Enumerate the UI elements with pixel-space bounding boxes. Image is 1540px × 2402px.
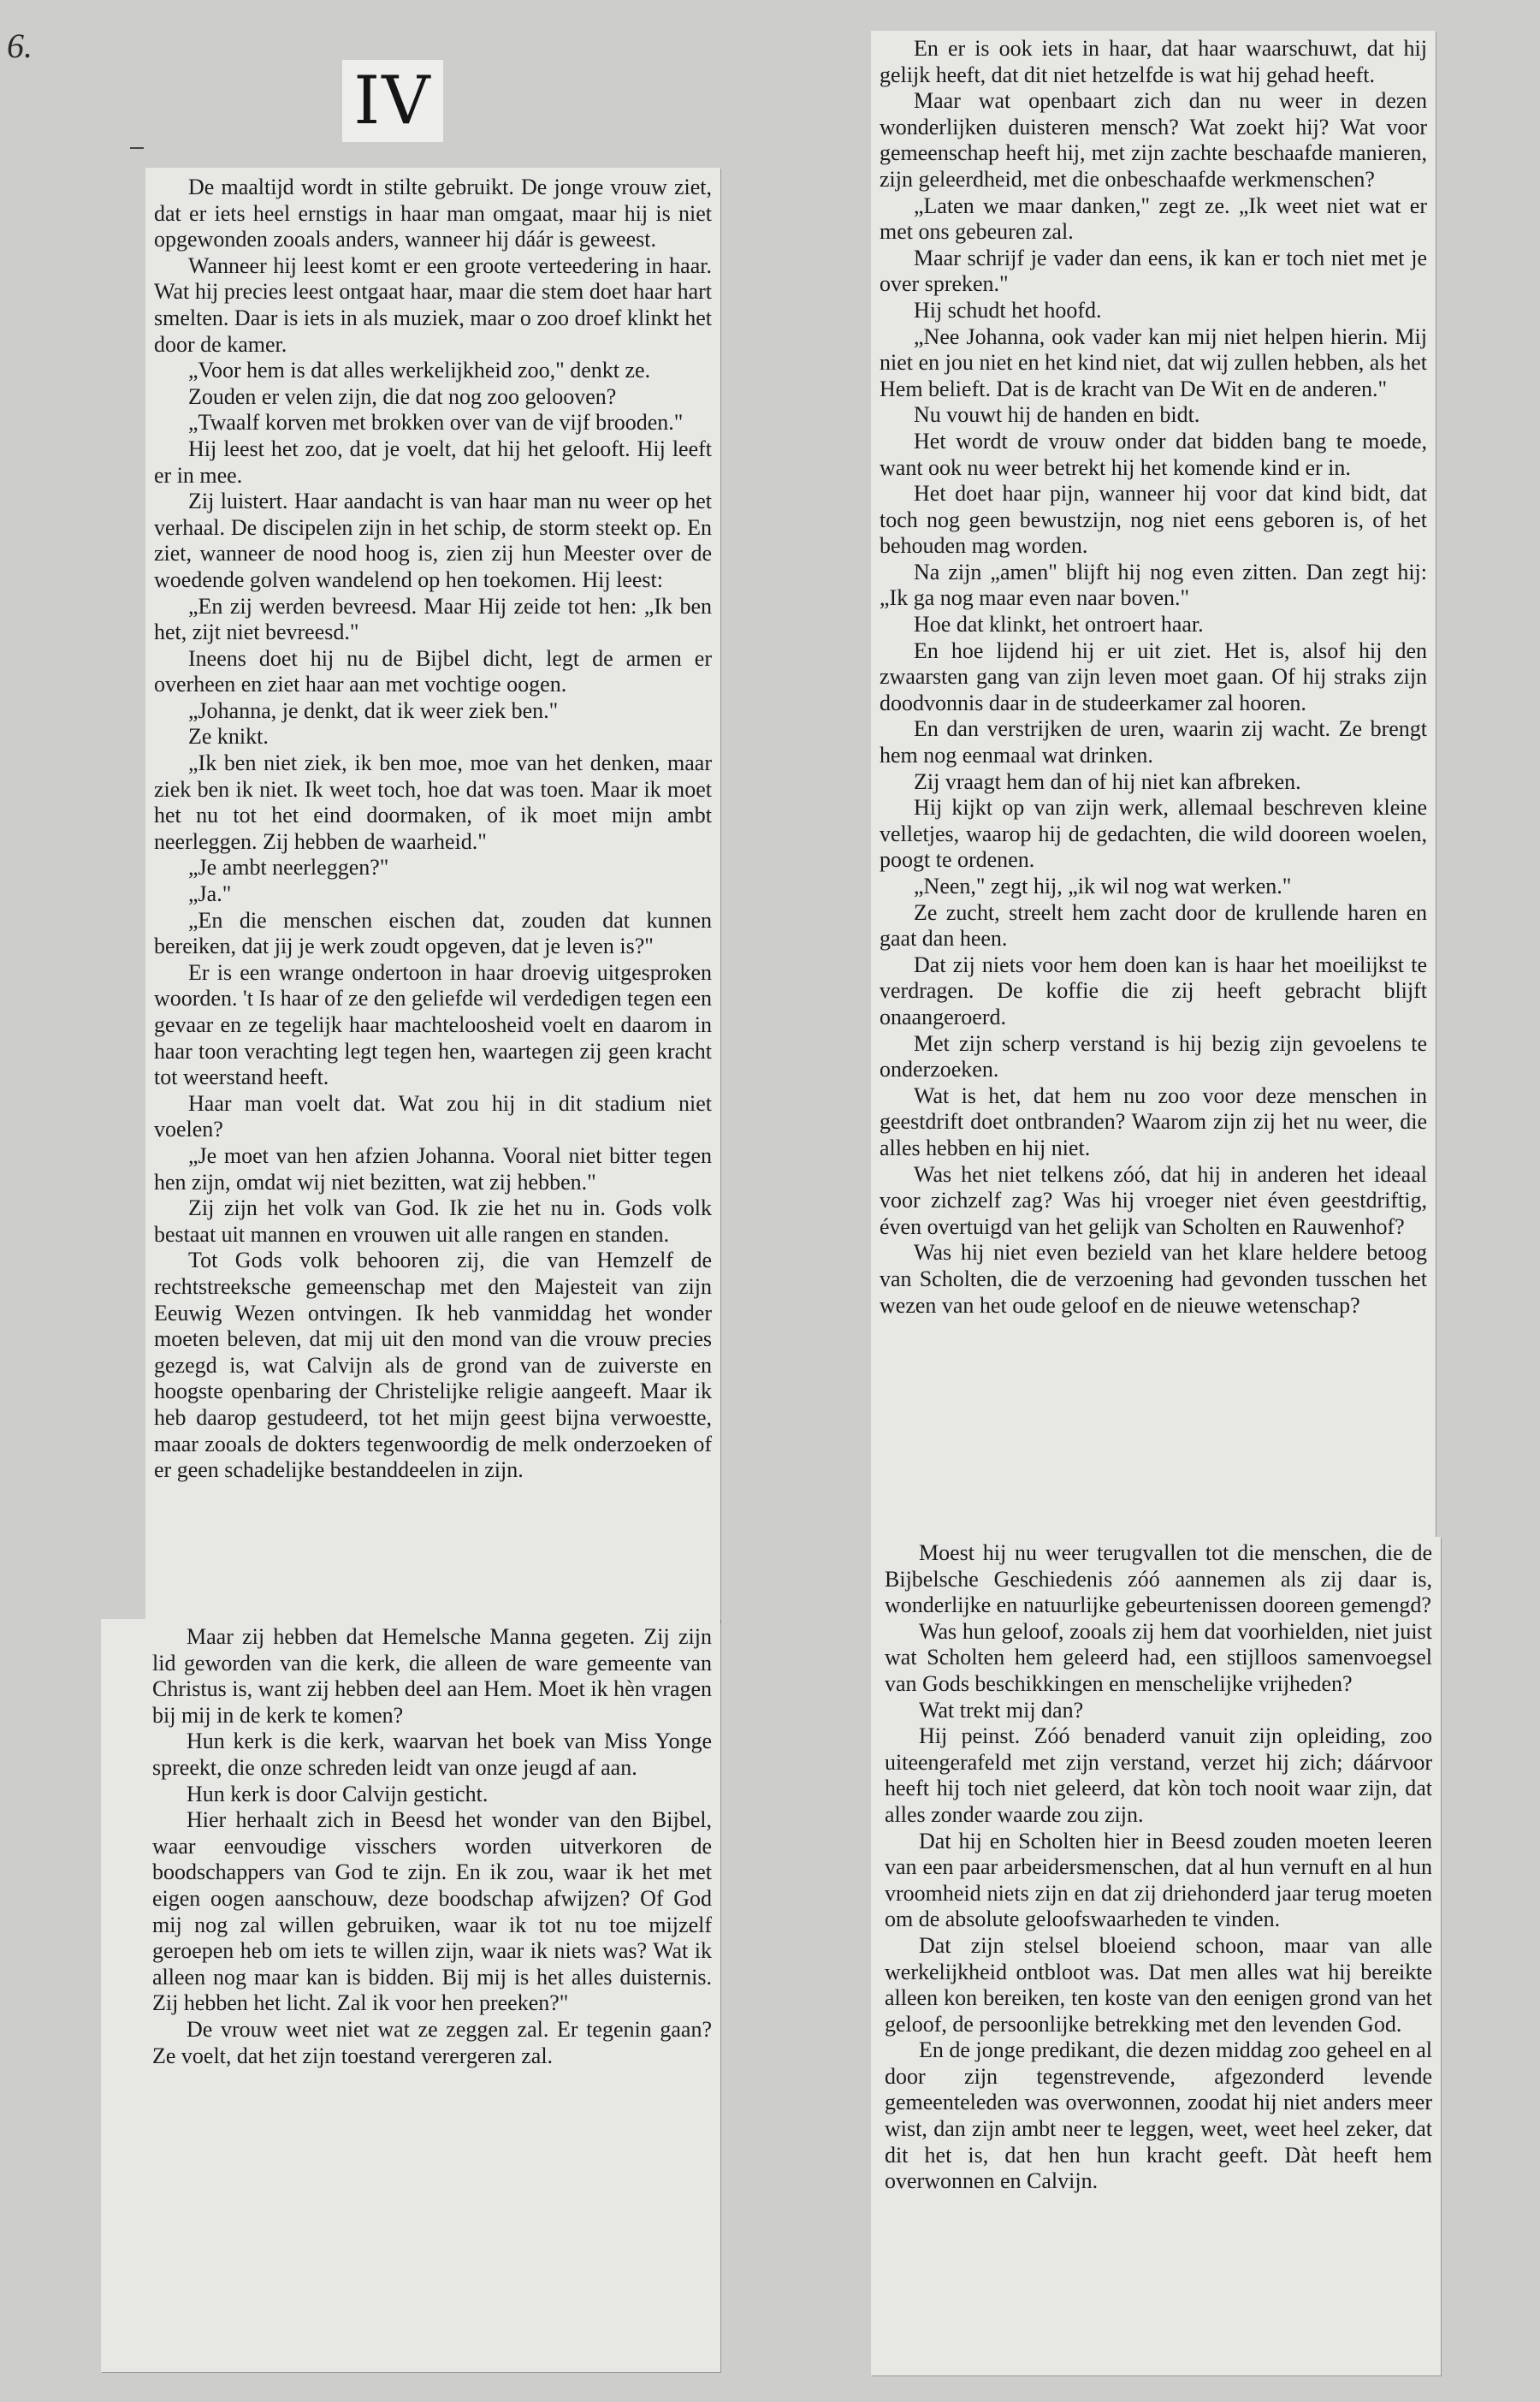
- paragraph: „En die menschen eischen dat, zouden dat kunnen bereiken, dat jij je werk zoudt opgeven, dat je leven is?": [154, 907, 712, 959]
- paragraph: Hun kerk is die kerk, waarvan het boek van Miss Yonge spreekt, die onze schreden leidt van onze jeugd af aan.: [152, 1729, 712, 1780]
- paragraph: Ineens doet hij nu de Bijbel dicht, legt de armen er overheen en ziet haar aan met vochtige oogen.: [154, 645, 712, 697]
- paragraph: Met zijn scherp verstand is hij bezig zijn gevoelens te onderzoeken.: [880, 1030, 1427, 1082]
- paragraph: Hier herhaalt zich in Beesd het wonder van den Bijbel, waar eenvoudige visschers worden uitverkoren de boodschappers van God te zijn. En ik zou, waar ik het met eigen oogen aanschouw, deze boodschap afwijzen? Of God mij nog zal willen gebruiken, waar ik tot nu toe mijzelf geroepen heb om iets te willen zijn, waar ik niets was? Wat ik alleen nog maar kan is bidden. Bij mij is het alles duisternis. Zij hebben het licht. Zal ik voor hen preeken?": [152, 1807, 712, 2016]
- paragraph: Ze zucht, streelt hem zacht door de krullende haren en gaat dan heen.: [880, 899, 1427, 952]
- paragraph: „Nee Johanna, ook vader kan mij niet helpen hierin. Mij niet en jou niet en het kind niet, dat wij zullen hebben, als het Hem belieft. Dat is de kracht van De Wit en de anderen.": [880, 323, 1427, 401]
- clipping-left-top: [145, 168, 720, 1622]
- paragraph: Wat is het, dat hem nu zoo voor deze menschen in geestdrift doet ontbranden? Waarom zijn zij het nu weer, die alles hebben en hij niet.: [880, 1082, 1427, 1160]
- paragraph: Was hij niet even bezield van het klare heldere betoog van Scholten, die de verzoening had gevonden tusschen het wezen van het oude geloof en de nieuwe wetenschap?: [880, 1240, 1427, 1318]
- paragraph: En dan verstrijken de uren, waarin zij wacht. Ze brengt hem nog eenmaal wat drinken.: [880, 716, 1427, 768]
- paragraph: Hun kerk is door Calvijn gesticht.: [187, 1781, 489, 1806]
- paragraph: „Ja.": [188, 881, 232, 907]
- chapter-heading: IV: [342, 60, 443, 142]
- paragraph: En de jonge predikant, die dezen middag zoo geheel en al door zijn tegenstrevende, afgezonderd levende gemeenteleden was overwonnen, zoodat hij niet anders meer wist, dan zijn ambt neer te leggen, weet, weet heel zeker, dat dit het is, dat hen hun kracht geeft. Dàt heeft hem overwonnen en Calvijn.: [885, 2037, 1432, 2194]
- paragraph: Er is een wrange ondertoon in haar droevig uitgesproken woorden. 't Is haar of ze den geliefde wil verdedigen tegen een gevaar en ze tegelijk haar machteloosheid voelt en daarom in haar toon verachting legt tegen hen, waartegen zij geen kracht tot weerstand heeft.: [154, 959, 712, 1090]
- paragraph: Zij zijn het volk van God. Ik zie het nu in. Gods volk bestaat uit mannen en vrouwen uit alle rangen en standen.: [154, 1195, 712, 1247]
- page-number: 6.: [7, 27, 33, 65]
- paragraph: „Je moet van hen afzien Johanna. Vooral niet bitter tegen hen zijn, omdat wij niet bezitten, wat zij hebben.": [154, 1142, 712, 1195]
- paragraph: De maaltijd wordt in stilte gebruikt. De jonge vrouw ziet, dat er iets heel ernstigs in haar man omgaat, maar hij is niet opgewonden zooals anders, wanneer hij dáár is geweest.: [154, 175, 712, 252]
- pencil-mark: [130, 147, 144, 149]
- paragraph: Wat trekt mij dan?: [919, 1697, 1084, 1723]
- paragraph: Was het niet telkens zóó, dat hij in anderen het ideaal voor zichzelf zag? Was hij vroeger niet éven geestdriftig, éven overtuigd van het gelijk van Scholten en Rauwenhof?: [880, 1161, 1427, 1239]
- paragraph: De vrouw weet niet wat ze zeggen zal. Er tegenin gaan? Ze voelt, dat het zijn toestand verergeren zal.: [152, 2016, 712, 2068]
- paragraph: Ze knikt.: [188, 724, 269, 750]
- paragraph: „Voor hem is dat alles werkelijkheid zoo," denkt ze.: [188, 358, 651, 383]
- paragraph: Hij leest het zoo, dat je voelt, dat hij het gelooft. Hij leeft er in mee.: [154, 436, 712, 488]
- paragraph: Maar wat openbaart zich dan nu weer in dezen wonderlijken duisteren mensch? Wat zoekt hij? Wat voor gemeenschap heeft hij, met zijn zachte beschaafde manieren, zijn geleerdheid, met die onbeschaafde werkmenschen?: [880, 88, 1427, 192]
- paragraph: En er is ook iets in haar, dat haar waarschuwt, dat hij gelijk heeft, dat dit niet hetzelfde is wat hij gehad heeft.: [880, 36, 1427, 87]
- paragraph: Tot Gods volk behooren zij, die van Hemzelf de rechtstreeksche gemeenschap met den Majesteit van zijn Eeuwig Wezen ontvingen. Ik heb vanmiddag het wonder moeten beleven, dat mij uit den mond van die vrouw precies gezegd is, wat Calvijn als de grond van de zuiverste en hoogste openbaring der Christelijke religie aangeeft. Maar ik heb daarop gestudeerd, tot het mijn geest bijna verwoestte, maar zooals de dokters tegenwoordig de melk onderzoeken of er geen schadelijke bestanddeelen in zijn.: [154, 1248, 712, 1483]
- paragraph: Na zijn „amen" blijft hij nog even zitten. Dan zegt hij: „Ik ga nog maar even naar boven.": [880, 559, 1427, 611]
- paragraph: „Je ambt neerleggen?": [188, 855, 389, 881]
- paragraph: En hoe lijdend hij er uit ziet. Het is, alsof hij den zwaarsten gang van zijn leven moet gaan. Of hij straks zijn doodvonnis daar in de studeerkamer zal hooren.: [880, 638, 1427, 715]
- paragraph: Zij luistert. Haar aandacht is van haar man nu weer op het verhaal. De discipelen zijn in het schip, de storm steekt op. En ziet, wanneer de nood hoog is, zien zij hun Meester over de woedende golven wandelend op hen toekomen. Hij leest:: [154, 489, 712, 592]
- paragraph: Hij peinst. Zóó benaderd vanuit zijn opleiding, zoo uiteengerafeld met zijn verstand, verzet hij zich; dáárvoor heeft hij toch niet geleerd, dat kòn toch nooit waar zijn, dat alles zonder waarde zou zijn.: [885, 1723, 1432, 1827]
- paragraph: Zouden er velen zijn, die dat nog zoo gelooven?: [188, 383, 617, 409]
- paragraph: Dat zijn stelsel bloeiend schoon, maar van alle werkelijkheid ontbloot was. Dat men alles wat hij bereikte alleen kon bereiken, ten koste van den eenigen grond van het geloof, de persoonlijke betrekking met den levenden God.: [885, 1932, 1432, 2037]
- paragraph: Maar zij hebben dat Hemelsche Manna gegeten. Zij zijn lid geworden van die kerk, die alleen de ware gemeente van Christus is, want zij hebben deel aan Hem. Moet ik hèn vragen bij mij in de kerk te komen?: [152, 1624, 712, 1728]
- clipping-right-bottom: [871, 1537, 1441, 2375]
- paragraph: Nu vouwt hij de handen en bidt.: [914, 402, 1200, 428]
- paragraph: Wanneer hij leest komt er een groote verteedering in haar. Wat hij precies leest ontgaat haar, maar die stem doet haar hart smelten. Daar is iets in als muziek, maar o zoo droef klinkt het door de kamer.: [154, 252, 712, 357]
- paragraph: „Neen," zegt hij, „ik wil nog wat werken.": [914, 874, 1292, 899]
- paragraph: „Johanna, je denkt, dat ik weer ziek ben.": [188, 697, 559, 723]
- paragraph: Het doet haar pijn, wanneer hij voor dat kind bidt, dat toch nog geen bewustzijn, nog niet eens geboren is, of het behouden mag worden.: [880, 481, 1427, 559]
- paragraph: „Ik ben niet ziek, ik ben moe, moe van het denken, maar ziek ben ik niet. Ik weet toch, hoe dat was toen. Maar ik moet het nu tot het eind doormaken, of ik moet mijn ambt neerleggen. Zij hebben de waarheid.": [154, 750, 712, 854]
- paragraph: „Twaalf korven met brokken over van de vijf brooden.": [188, 410, 684, 436]
- clipping-right-top: [871, 31, 1436, 1537]
- paragraph: Dat zij niets voor hem doen kan is haar het moeilijkst te verdragen. De koffie die zij heeft gebracht blijft onaangeroerd.: [880, 952, 1427, 1029]
- paragraph: Was hun geloof, zooals zij hem dat voorhielden, niet juist wat Scholten hem geleerd had, een stijlloos samenvoegsel van Gods beschikkingen en menschelijke vrijheden?: [885, 1618, 1432, 1696]
- paragraph: Hij kijkt op van zijn werk, allemaal beschreven kleine velletjes, waarop hij de gedachten, die wild dooreen woelen, poogt te ordenen.: [880, 795, 1427, 873]
- paragraph: Het wordt de vrouw onder dat bidden bang te moede, want ook nu weer betrekt hij het komende kind er in.: [880, 428, 1427, 480]
- paragraph: „Laten we maar danken," zegt ze. „Ik weet niet wat er met ons gebeuren zal.: [880, 193, 1427, 245]
- paragraph: Maar schrijf je vader dan eens, ik kan er toch niet met je over spreken.": [880, 245, 1427, 297]
- paragraph: Dat hij en Scholten hier in Beesd zouden moeten leeren van een paar arbeidersmenschen, dat al hun vernuft en al hun vroomheid niets zijn en dat zij driehonderd jaar terug moeten om de absolute geloofswaarheden te vinden.: [885, 1828, 1432, 1932]
- paragraph: „En zij werden bevreesd. Maar Hij zeide tot hen: „Ik ben het, zijt niet bevreesd.": [154, 593, 712, 645]
- paragraph: Hoe dat klinkt, het ontroert haar.: [914, 612, 1204, 638]
- paragraph: Zij vraagt hem dan of hij niet kan afbreken.: [914, 768, 1301, 794]
- paragraph: Hij schudt het hoofd.: [914, 297, 1102, 323]
- paragraph: Haar man voelt dat. Wat zou hij in dit stadium niet voelen?: [154, 1090, 712, 1142]
- paragraph: Moest hij nu weer terugvallen tot die menschen, die de Bijbelsche Geschiedenis zóó aannemen als zij daar is, wonderlijke en natuurlijke gebeurtenissen dooreen gemengd?: [885, 1540, 1432, 1618]
- clipping-left-bottom: [101, 1619, 720, 2372]
